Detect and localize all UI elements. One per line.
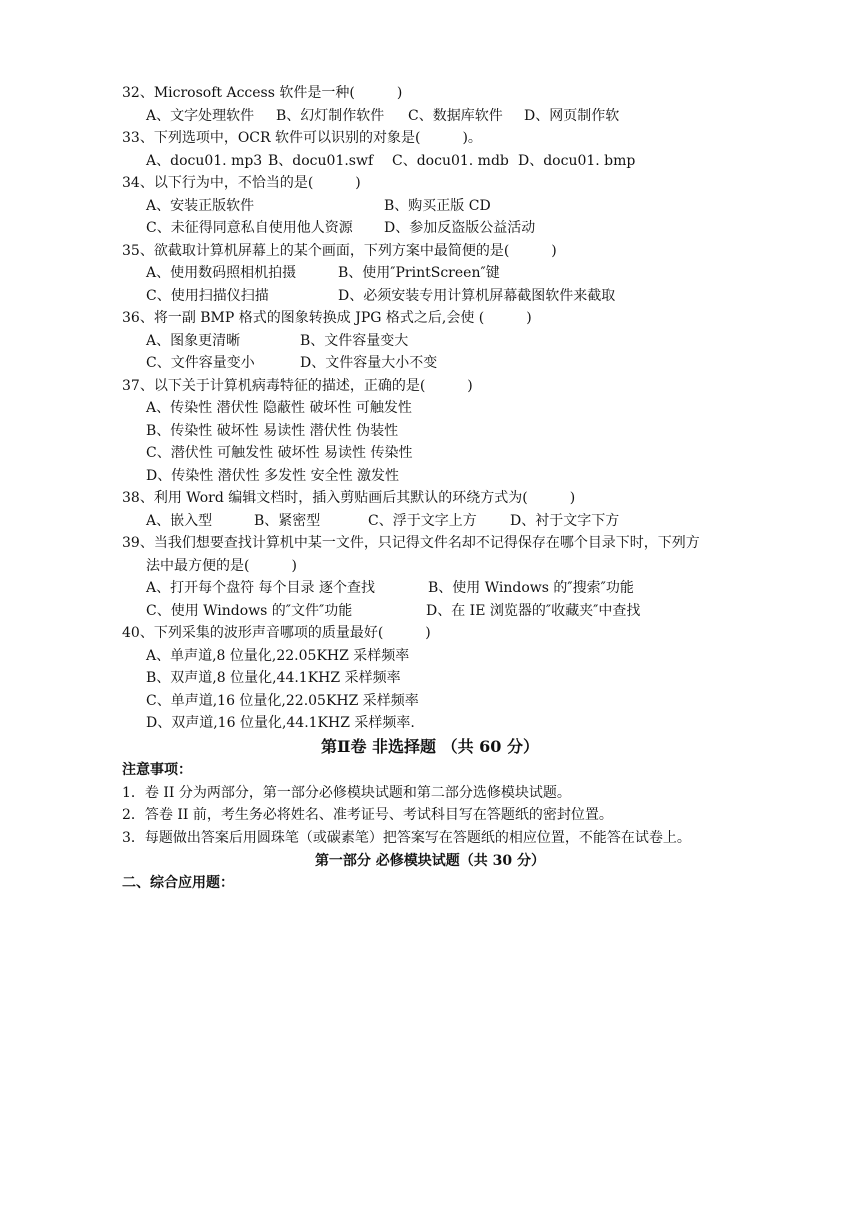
option-d: D、网页制作软 <box>524 108 620 124</box>
option-b: B、文件容量变大 <box>300 333 409 349</box>
option-a: A、使用数码照相机拍摄 <box>146 265 297 281</box>
option-d: D、文件容量大小不变 <box>300 355 438 371</box>
question-39-stem: 39、当我们想要查找计算机中某一文件，只记得文件名却不记得保存在哪个目录下时，下列方 <box>122 535 700 551</box>
question-37-stem: 37、以下关于计算机病毒特征的描述，正确的是( ) <box>122 378 473 394</box>
question-35-options-row2 <box>146 286 706 306</box>
question-34-options-row2 <box>146 218 706 238</box>
option-d: D、docu01. bmp <box>518 153 636 169</box>
option-b: B、紧密型 <box>254 513 321 529</box>
question-36-stem: 36、将一副 BMP 格式的图象转换成 JPG 格式之后,会使 ( ) <box>122 310 532 326</box>
option-d: D、双声道,16 位量化,44.1KHZ 采样频率. <box>146 715 415 731</box>
option-c: C、潜伏性 可触发性 破坏性 易读性 传染性 <box>146 445 413 461</box>
option-a: A、传染性 潜伏性 隐蔽性 破坏性 可触发性 <box>146 400 412 416</box>
option-c: C、浮于文字上方 <box>368 513 477 529</box>
option-b: B、双声道,8 位量化,44.1KHZ 采样频率 <box>146 670 401 686</box>
option-a: A、图象更清晰 <box>146 333 241 349</box>
note-item: 2．答卷 II 前，考生务必将姓名、准考证号、考试科目写在答题纸的密封位置。 <box>122 807 613 823</box>
question-40-stem: 40、下列采集的波形声音哪项的质量最好( ) <box>122 625 431 641</box>
question-35-stem: 35、欲截取计算机屏幕上的某个画面，下列方案中最简便的是( ) <box>122 243 557 259</box>
note-item: 1．卷 II 分为两部分，第一部分必修模块试题和第二部分选修模块试题。 <box>122 785 571 801</box>
option-c: C、使用扫描仪扫描 <box>146 288 269 304</box>
option-a: A、安装正版软件 <box>146 198 255 214</box>
option-b: B、幻灯制作软件 <box>276 108 385 124</box>
option-b: B、购买正版 CD <box>384 198 491 214</box>
note-item: 3．每题做出答案后用圆珠笔（或碳素笔）把答案写在答题纸的相应位置，不能答在试卷上。 <box>122 830 691 846</box>
option-d: D、衬于文字下方 <box>510 513 620 529</box>
question-39-options-row2 <box>146 601 706 621</box>
question-32-stem: 32、Microsoft Access 软件是一种( ) <box>122 85 403 101</box>
option-c: C、docu01. mdb <box>392 153 509 169</box>
question-36-options-row1 <box>146 331 706 351</box>
option-c: C、单声道,16 位量化,22.05KHZ 采样频率 <box>146 693 419 709</box>
option-a: A、嵌入型 <box>146 513 213 529</box>
notes-heading: 注意事项： <box>122 762 192 778</box>
question-35-options-row1 <box>146 263 706 283</box>
question-39-stem-continued: 法中最方便的是( ) <box>146 558 297 574</box>
option-c: C、使用 Windows 的″文件″功能 <box>146 603 353 619</box>
option-b: B、使用″PrintScreen″键 <box>338 265 500 281</box>
option-d: D、在 IE 浏览器的″收藏夹″中查找 <box>426 603 641 619</box>
question-38-options <box>146 511 706 531</box>
question-32-options <box>146 106 706 126</box>
option-c: C、未征得同意私自使用他人资源 <box>146 220 353 236</box>
part-heading: 二、综合应用题： <box>122 875 234 891</box>
option-d: D、传染性 潜伏性 多发性 安全性 激发性 <box>146 468 400 484</box>
option-c: C、数据库软件 <box>408 108 503 124</box>
question-34-stem: 34、以下行为中，不恰当的是( ) <box>122 175 361 191</box>
option-a: A、docu01. mp3 <box>146 153 263 169</box>
option-a: A、打开每个盘符 每个目录 逐个查找 <box>146 580 376 596</box>
option-a: A、文字处理软件 <box>146 108 255 124</box>
option-d: D、必须安装专用计算机屏幕截图软件来截取 <box>338 288 616 304</box>
option-b: B、使用 Windows 的″搜索″功能 <box>428 580 634 596</box>
question-38-stem: 38、利用 Word 编辑文档时，插入剪贴画后其默认的环绕方式为( ) <box>122 490 576 506</box>
question-33-options <box>146 151 706 171</box>
option-c: C、文件容量变小 <box>146 355 255 371</box>
option-b: B、传染性 破坏性 易读性 潜伏性 伪装性 <box>146 423 399 439</box>
question-33-stem: 33、下列选项中，OCR 软件可以识别的对象是( )。 <box>122 130 482 146</box>
part-title: 第一部分 必修模块试题（共 30 分） <box>314 853 546 869</box>
question-36-options-row2 <box>146 353 706 373</box>
option-d: D、参加反盗版公益活动 <box>384 220 536 236</box>
question-39-options-row1 <box>146 578 706 598</box>
question-34-options-row1 <box>146 196 706 216</box>
section-title: 第Ⅱ卷 非选择题 （共 60 分） <box>320 737 540 756</box>
option-a: A、单声道,8 位量化,22.05KHZ 采样频率 <box>146 648 410 664</box>
option-b: B、docu01.swf <box>268 153 374 169</box>
